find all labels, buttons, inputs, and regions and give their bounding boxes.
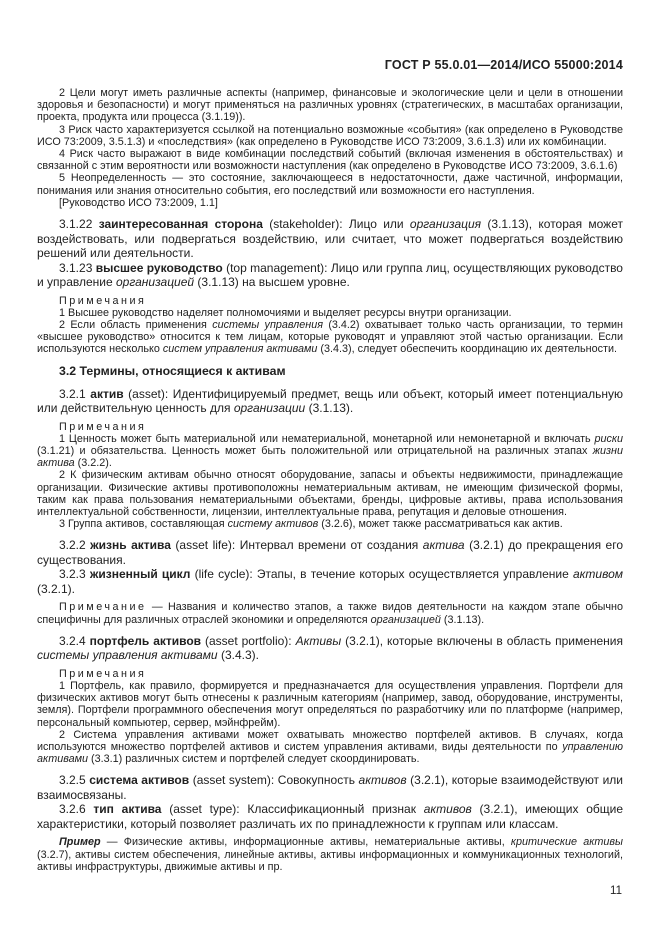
document-header-title: ГОСТ Р 55.0.01—2014/ИСО 55000:2014 <box>384 58 623 72</box>
note-paragraph: 1 Ценность может быть материальной или нематериальной, монетарной или немонетарной и включать риски (3.1.21) и обязательства. Ценность может быть положительной или отрицательной на различных этапах жизни актива (3.2.2). <box>37 432 623 470</box>
notes-label: Примечания <box>59 667 147 680</box>
note-paragraph: 2 Если область применения системы управления (3.4.2) охватывает только часть организации, то термин «высшее руководство» относится к тем лицам, которые руководят и управляют этой частью организации. Если используются несколько систем управления активами (3.4.3), следует обеспечить координацию их деятельности. <box>37 318 623 356</box>
notes-label: Примечания <box>59 294 147 307</box>
notes-label: Примечания <box>59 420 147 433</box>
note-paragraph: 3 Группа активов, составляющая систему активов (3.2.6), может также рассматриваться как актив. <box>59 518 563 531</box>
note-paragraph: 1 Портфель, как правило, формируется и предназначается для осуществления управления. Портфели для физических активов могут быть отнесены к различным категориям (например, завод, оборудование, инструменты, земля). Портфели программного обеспечения могут определяться по разработчику или по платформе (например, персональный компьютер, сервер, мэйнфрейм). <box>37 679 623 729</box>
definition-paragraph: 3.2.2 жизнь актива (asset life): Интервал времени от создания актива (3.2.1) до прекращения его существования. <box>37 538 623 567</box>
note-paragraph: 3 Риск часто характеризуется ссылкой на потенциально возможные «события» (как определено в Руководстве ИСО 73:2009, 3.5.1.3) и «последствия» (как определено в Руководстве ИСО 73:2009, 3.6.1.3) или их комбинации. <box>37 123 623 148</box>
definition-paragraph: 3.1.23 высшее руководство (top management): Лицо или группа лиц, осуществляющих руководство и управление организацией (3.1.13) на высшем уровне. <box>37 260 623 290</box>
definition-paragraph: 3.1.22 заинтересованная сторона (stakeholder): Лицо или организация (3.1.13), которая может воздействовать, или подвергаться воздействию, или считает, что может подвергаться воздействию решений или деятельности. <box>37 217 623 261</box>
definition-paragraph: 3.2.1 актив (asset): Идентифицируемый предмет, вещь или объект, который имеет потенциальную или действительную ценность для организации (3.1.13). <box>37 386 623 416</box>
section-heading: 3.2 Термины, относящиеся к активам <box>59 363 286 378</box>
definition-paragraph: 3.2.5 система активов (asset system): Совокупность активов (3.2.1), которые взаимодействуют или взаимосвязаны. <box>37 773 623 802</box>
note-paragraph: 1 Высшее руководство наделяет полномочиями и выделяет ресурсы внутри организации. <box>59 306 512 319</box>
note-paragraph: 2 К физическим активам обычно относят оборудование, запасы и объекты недвижимости, принадлежащие организации. Физические активы противоположны нематериальным активам, не имеющим физической формы, таким как права пользования нематериальными объектами, бренды, цифровые активы, права использования интеллектуальной собственности, лицензии, интеллектуальные права, репутация и деловые отношения. <box>37 469 623 518</box>
example-paragraph: Пример — Физические активы, информационные активы, нематериальные активы, критические активы (3.2.7), активы систем обеспечения, линейные активы, активы информационных и коммуникационных технологий, активы инфраструктуры, движимые активы и пр. <box>37 836 624 873</box>
document-body <box>37 87 623 873</box>
definition-paragraph: 3.2.3 жизненный цикл (life cycle): Этапы, в течение которых осуществляется управление активом (3.2.1). <box>37 567 623 596</box>
note-paragraph: 5 Неопределенность — это состояние, заключающееся в недостаточности, даже частичной, информации, понимания или знания относительно события, его последствий или возможности его наступления. <box>37 172 623 197</box>
definition-paragraph: 3.2.6 тип актива (asset type): Классификационный признак активов (3.2.1), имеющих общие характеристики, который позволяет различать их по принадлежности к группам или классам. <box>37 802 623 831</box>
note-paragraph: 4 Риск часто выражают в виде комбинации последствий событий (включая изменения в обстоятельствах) и связанной с этим вероятности или возможности наступления (как определено в Руководстве ИСО 73:2009, 3.6.1.6) <box>37 148 623 173</box>
note-paragraph: 2 Цели могут иметь различные аспекты (например, финансовые и экологические цели и цели в отношении здоровья и безопасности) и могут применяться на различных уровнях (стратегических, в масштабах организации, проекта, продукта или процесса (3.1.19)). <box>37 87 623 124</box>
note-paragraph: 2 Система управления активами может охватывать множество портфелей активов. В случаях, когда используются множество портфелей активов и систем управления активами, виды деятельности по управлению активами (3.3.1) различных систем и портфелей следует скоординировать. <box>37 728 623 766</box>
note-paragraph: Примечание — Названия и количество этапов, а также видов деятельности на каждом этапе обычно специфичны для различных отраслей экономики и определяются организацией (3.1.13). <box>37 601 623 626</box>
definition-paragraph: 3.2.4 портфель активов (asset portfolio): Активы (3.2.1), которые включены в область применения системы управления активами (3.4.3). <box>37 633 623 663</box>
reference-citation: [Руководство ИСО 73:2009, 1.1] <box>59 196 218 209</box>
page-number: 11 <box>610 885 622 898</box>
